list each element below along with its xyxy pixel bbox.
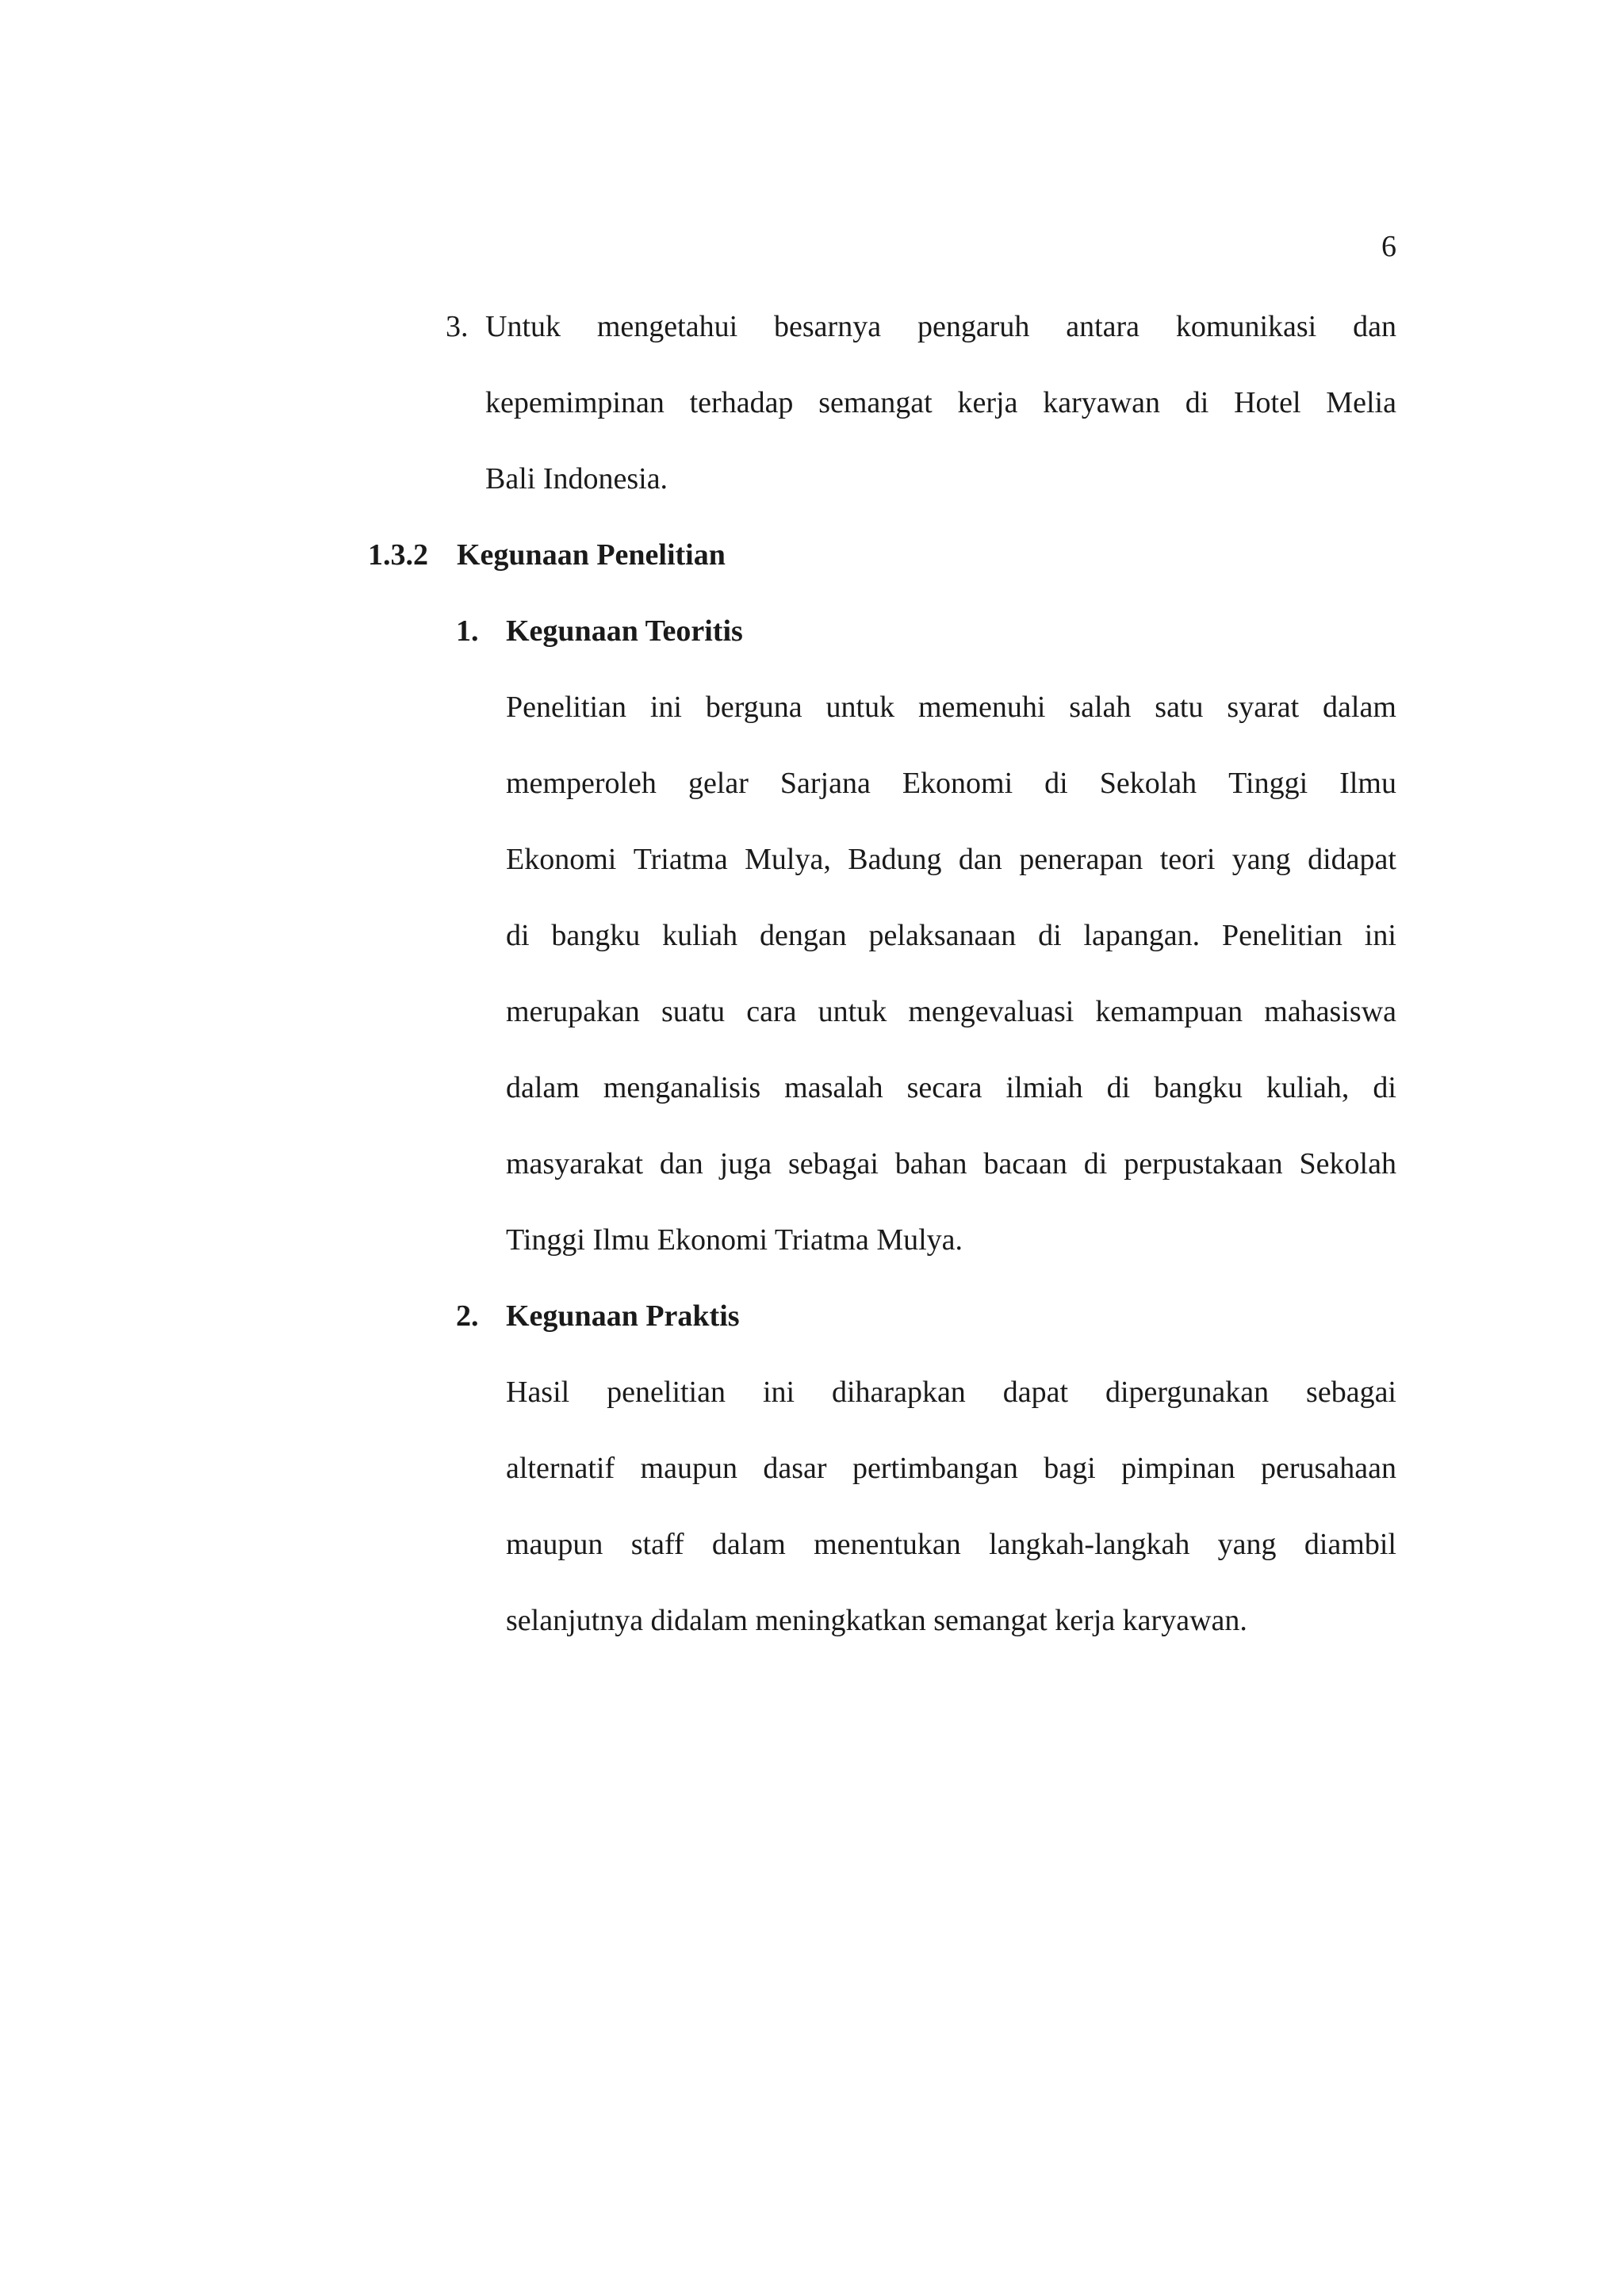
- list-item-line: [485, 312, 1396, 342]
- word: Hotel: [1234, 386, 1301, 419]
- word: merupakan: [506, 995, 640, 1028]
- word: pimpinan: [1121, 1452, 1235, 1485]
- word: yang: [1231, 843, 1291, 876]
- word: Badung: [848, 843, 942, 876]
- word: di: [1038, 919, 1062, 952]
- list-item-line: [485, 388, 1396, 418]
- word: kuliah: [662, 919, 738, 952]
- list-item-line: Bali Indonesia.: [485, 462, 668, 496]
- word: juga: [719, 1147, 772, 1181]
- word: kemampuan: [1095, 995, 1243, 1028]
- word: pengaruh: [917, 310, 1030, 343]
- word: komunikasi: [1175, 310, 1317, 343]
- word: cara: [746, 995, 797, 1028]
- word: mengevaluasi: [908, 995, 1074, 1028]
- subsection-number: 1.: [456, 614, 479, 648]
- word: kuliah,: [1266, 1071, 1350, 1104]
- word: antara: [1066, 310, 1140, 343]
- word: di: [1106, 1071, 1131, 1104]
- word: menganalisis: [603, 1071, 761, 1104]
- word: dalam: [1323, 691, 1396, 724]
- word: Ekonomi: [902, 767, 1013, 800]
- word: ini: [1364, 919, 1396, 952]
- word: masalah: [784, 1071, 883, 1104]
- word: bangku: [551, 919, 641, 952]
- word: Melia: [1326, 386, 1396, 419]
- word: ini: [762, 1376, 795, 1409]
- word: syarat: [1227, 691, 1300, 724]
- paragraph-line: selanjutnya didalam meningkatkan semangat kerja karyawan.: [506, 1604, 1247, 1637]
- list-item-number: 3.: [446, 310, 469, 343]
- word: ilmiah: [1005, 1071, 1083, 1104]
- paragraph-line: [506, 997, 1396, 1027]
- word: memenuhi: [917, 691, 1046, 724]
- word: diambil: [1304, 1528, 1396, 1561]
- word: staff: [630, 1528, 684, 1561]
- word: secara: [906, 1071, 982, 1104]
- word: di: [506, 919, 530, 952]
- word: diharapkan: [832, 1376, 966, 1409]
- word: menentukan: [814, 1528, 961, 1561]
- word: dapat: [1002, 1376, 1069, 1409]
- word: penelitian: [607, 1376, 726, 1409]
- word: bangku: [1154, 1071, 1243, 1104]
- word: sebagai: [1306, 1376, 1396, 1409]
- word: terhadap: [689, 386, 794, 419]
- word: kerja: [957, 386, 1018, 419]
- word: memperoleh: [506, 767, 657, 800]
- word: di: [1185, 386, 1209, 419]
- subsection-number: 2.: [456, 1299, 479, 1333]
- word: maupun: [506, 1528, 603, 1561]
- subsection-title: Kegunaan Teoritis: [506, 614, 743, 648]
- word: Ilmu: [1339, 767, 1396, 800]
- word: dan: [659, 1147, 703, 1181]
- word: Tinggi: [1228, 767, 1308, 800]
- word: karyawan: [1043, 386, 1160, 419]
- word: mengetahui: [596, 310, 738, 343]
- word: dan: [1353, 310, 1396, 343]
- word: Hasil: [506, 1376, 570, 1409]
- word: bacaan: [983, 1147, 1067, 1181]
- word: untuk: [818, 995, 887, 1028]
- word: lapangan.: [1083, 919, 1201, 952]
- paragraph-line: Tinggi Ilmu Ekonomi Triatma Mulya.: [506, 1223, 963, 1257]
- word: kepemimpinan: [485, 386, 665, 419]
- word: Mulya,: [745, 843, 831, 876]
- word: Sarjana: [779, 767, 871, 800]
- word: berguna: [705, 691, 802, 724]
- word: Untuk: [485, 310, 561, 343]
- word: salah: [1069, 691, 1132, 724]
- word: besarnya: [774, 310, 882, 343]
- word: di: [1083, 1147, 1108, 1181]
- page-number: 6: [1381, 230, 1396, 263]
- word: masyarakat: [506, 1147, 644, 1181]
- word: di: [1373, 1071, 1396, 1104]
- word: pelaksanaan: [868, 919, 1017, 952]
- paragraph-line: [506, 1073, 1396, 1103]
- word: penerapan: [1019, 843, 1143, 876]
- word: Ekonomi: [506, 843, 617, 876]
- paragraph-line: [506, 692, 1396, 722]
- word: gelar: [688, 767, 749, 800]
- paragraph-line: [506, 844, 1396, 874]
- word: satu: [1155, 691, 1204, 724]
- word: sebagai: [787, 1147, 879, 1181]
- word: dengan: [759, 919, 847, 952]
- paragraph-line: [506, 1529, 1396, 1559]
- word: di: [1044, 767, 1068, 800]
- subsection-title: Kegunaan Praktis: [506, 1299, 740, 1333]
- section-title: Kegunaan Penelitian: [457, 538, 726, 572]
- word: dalam: [711, 1528, 786, 1561]
- paragraph-line: [506, 1453, 1396, 1483]
- word: Penelitian: [1221, 919, 1342, 952]
- word: dalam: [506, 1071, 580, 1104]
- section-number: 1.3.2: [368, 538, 428, 572]
- word: pertimbangan: [852, 1452, 1018, 1485]
- word: yang: [1217, 1528, 1277, 1561]
- word: bahan: [894, 1147, 967, 1181]
- word: perusahaan: [1261, 1452, 1396, 1485]
- word: Sekolah: [1299, 1147, 1396, 1181]
- word: semangat: [818, 386, 933, 419]
- word: suatu: [661, 995, 726, 1028]
- word: dipergunakan: [1105, 1376, 1270, 1409]
- word: Triatma: [633, 843, 728, 876]
- word: untuk: [825, 691, 895, 724]
- word: alternatif: [506, 1452, 615, 1485]
- paragraph-line: [506, 1149, 1396, 1179]
- word: didapat: [1308, 843, 1396, 876]
- paragraph-line: [506, 1377, 1396, 1407]
- word: ini: [649, 691, 682, 724]
- word: dasar: [763, 1452, 827, 1485]
- paragraph-line: [506, 768, 1396, 798]
- word: teori: [1159, 843, 1216, 876]
- word: perpustakaan: [1124, 1147, 1283, 1181]
- word: mahasiswa: [1264, 995, 1396, 1028]
- word: langkah-langkah: [989, 1528, 1190, 1561]
- word: bagi: [1044, 1452, 1096, 1485]
- word: Penelitian: [506, 691, 626, 724]
- word: Sekolah: [1099, 767, 1197, 800]
- word: dan: [958, 843, 1002, 876]
- word: maupun: [640, 1452, 737, 1485]
- paragraph-line: [506, 920, 1396, 951]
